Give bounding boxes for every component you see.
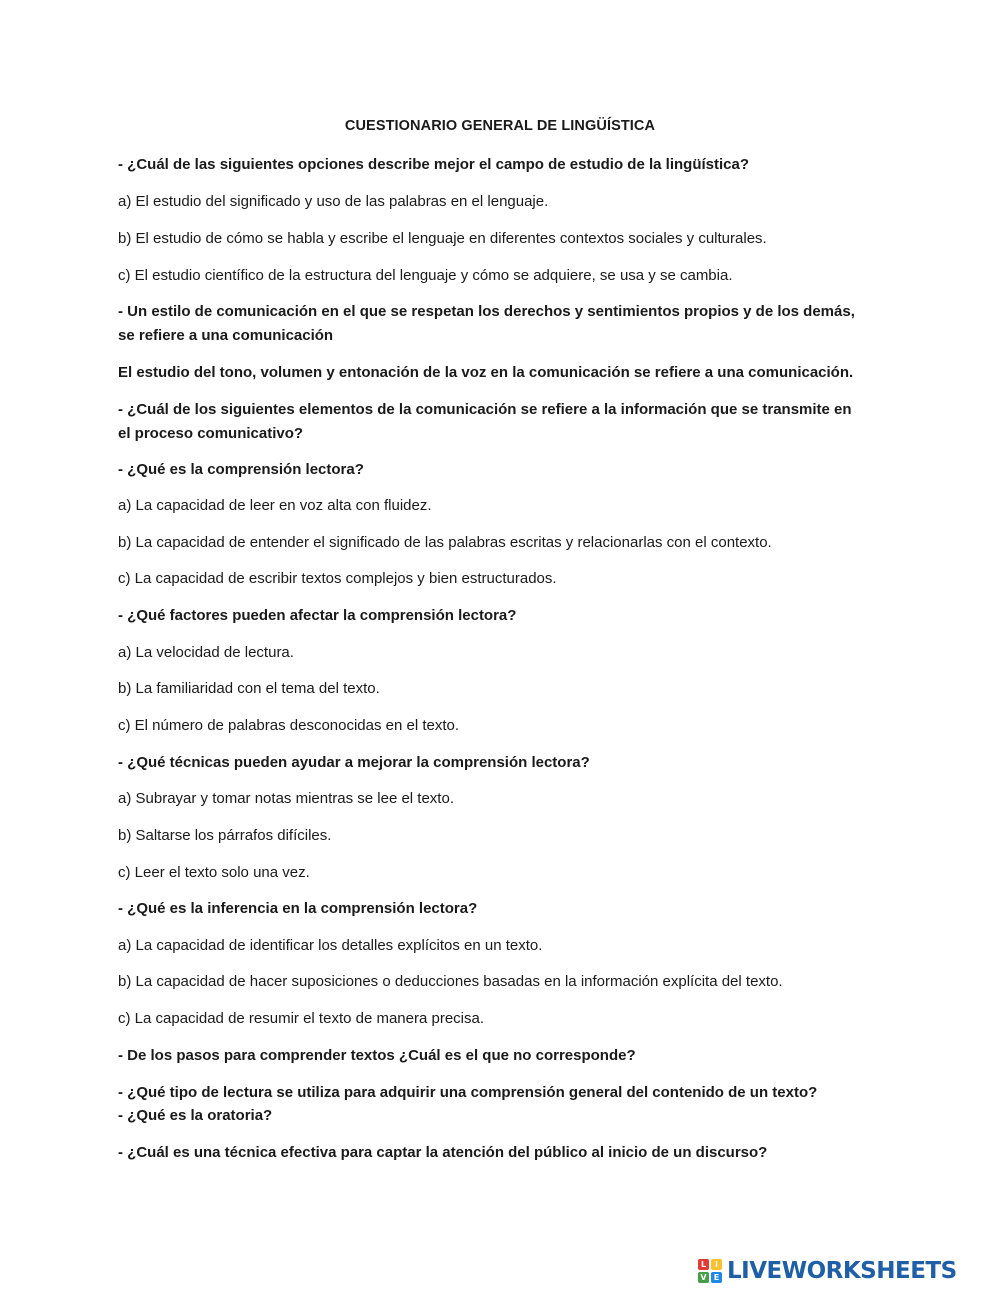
liveworksheets-logo [698,1256,994,1286]
option-6c: c) El número de palabras desconocidas en el texto. [118,717,460,734]
option-5c: c) La capacidad de escribir textos complejos y bien estructurados. [118,570,557,587]
option-1b: b) El estudio de cómo se habla y escribe el lenguaje en diferentes contextos sociales y culturales. [118,230,767,247]
question-8: - ¿Qué es la inferencia en la comprensión lectora? [118,900,478,917]
question-10: - ¿Qué tipo de lectura se utiliza para adquirir una comprensión general del contenido de un texto? [118,1084,818,1101]
liveworksheets-logo-icon [698,1259,722,1283]
question-12: - ¿Cuál es una técnica efectiva para captar la atención del público al inicio de un discurso? [118,1144,768,1161]
question-7: - ¿Qué técnicas pueden ayudar a mejorar la comprensión lectora? [118,754,590,771]
question-9: - De los pasos para comprender textos ¿Cuál es el que no corresponde? [118,1047,636,1064]
logo-square-i: i [711,1259,722,1270]
question-4-line-2: el proceso comunicativo? [118,425,304,442]
question-4-line-1: - ¿Cuál de los siguientes elementos de la comunicación se refiere a la información que se transmite en [118,401,852,418]
question-6: - ¿Qué factores pueden afectar la comprensión lectora? [118,607,517,624]
question-2-line-1: - Un estilo de comunicación en el que se respetan los derechos y sentimientos propios y de los demás, [118,303,855,320]
page-title: CUESTIONARIO GENERAL DE LINGÜÍSTICA [344,118,656,134]
question-1: - ¿Cuál de las siguientes opciones describe mejor el campo de estudio de la lingüística? [118,156,749,173]
logo-square-v: V [698,1272,709,1283]
option-6a: a) La velocidad de lectura. [118,644,294,661]
option-7a: a) Subrayar y tomar notas mientras se lee el texto. [118,790,454,807]
option-5a: a) La capacidad de leer en voz alta con fluidez. [118,497,432,514]
option-6b: b) La familiaridad con el tema del texto. [118,680,380,697]
option-1a: a) El estudio del significado y uso de las palabras en el lenguaje. [118,193,549,210]
option-7c: c) Leer el texto solo una vez. [118,864,310,881]
question-3: El estudio del tono, volumen y entonación de la voz en la comunicación se refiere a una comunicación. [118,364,854,381]
option-5b: b) La capacidad de entender el significado de las palabras escritas y relacionarlas con el contexto. [118,534,772,551]
option-1c: c) El estudio científico de la estructura del lenguaje y cómo se adquiere, se usa y se cambia. [118,267,733,284]
option-7b: b) Saltarse los párrafos difíciles. [118,827,332,844]
option-8b: b) La capacidad de hacer suposiciones o deducciones basadas en la información explícita del texto. [118,973,783,990]
question-2-line-2: se refiere a una comunicación [118,327,334,344]
logo-square-l: L [698,1259,709,1270]
logo-text: LIVEWORKSHEETS [727,1258,957,1284]
question-5: - ¿Qué es la comprensión lectora? [118,461,364,478]
question-11: - ¿Qué es la oratoria? [118,1107,273,1124]
option-8c: c) La capacidad de resumir el texto de manera precisa. [118,1010,485,1027]
logo-square-e: E [711,1272,722,1283]
option-8a: a) La capacidad de identificar los detalles explícitos en un texto. [118,937,543,954]
